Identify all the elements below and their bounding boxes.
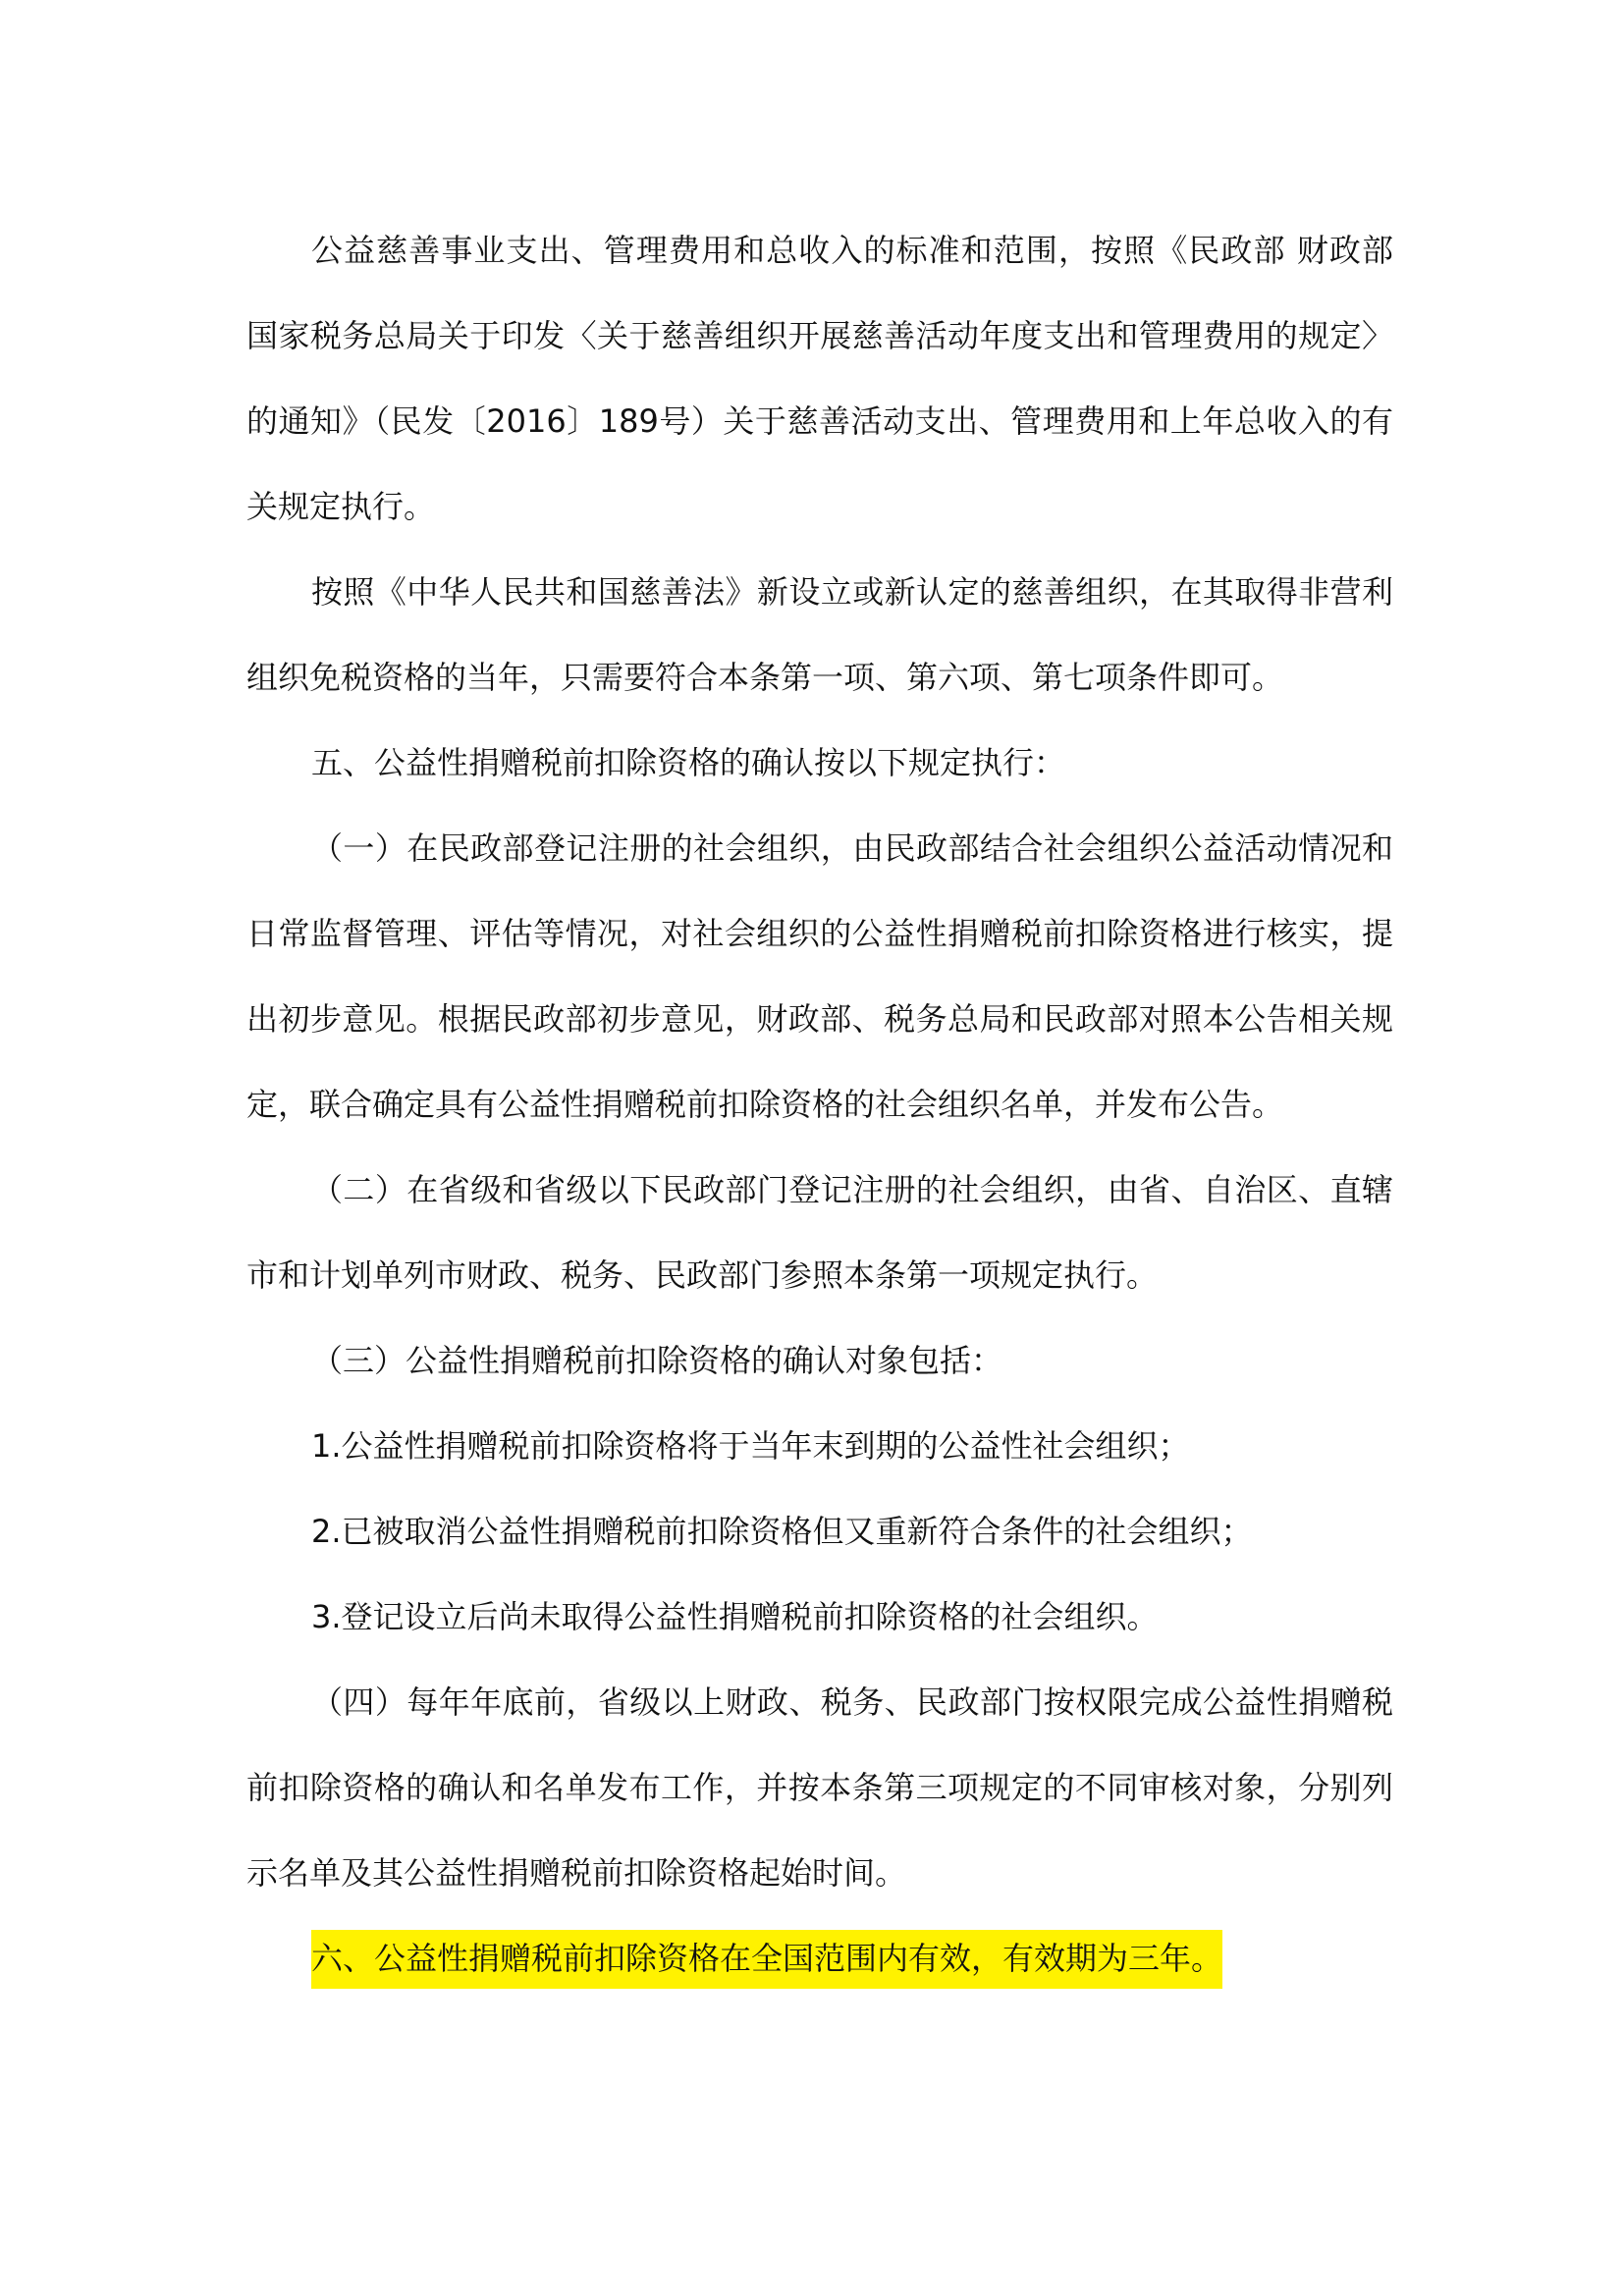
item-three-confirmation-targets: （三）公益性捐赠税前扣除资格的确认对象包括： (311, 1342, 1003, 1379)
section-five-heading: 五、公益性捐赠税前扣除资格的确认按以下规定执行： (311, 744, 1066, 781)
section-six-validity (246, 1916, 1393, 2002)
target-2: 2.已被取消公益性捐赠税前扣除资格但又重新符合条件的社会组织； (311, 1513, 1253, 1550)
paragraph-new-charity-orgs: 按照《中华人民共和国慈善法》新设立或新认定的慈善组织，在其取得非营利组织免税资格的当年，只需要符合本条第一项、第六项、第七项条件即可。 (246, 573, 1393, 696)
paragraph-expense-standards: 公益慈善事业支出、管理费用和总收入的标准和范围，按照《民政部 财政部 国家税务总局关于印发〈关于慈善组织开展慈善活动年度支出和管理费用的规定〉的通知》（民发〔2016〕189号）关于慈善活动支出、管理费用和上年总收入的有关规定执行。 (246, 232, 1393, 525)
item-one-ministry-registered: （一）在民政部登记注册的社会组织，由民政部结合社会组织公益活动情况和日常监督管理、评估等情况，对社会组织的公益性捐赠税前扣除资格进行核实，提出初步意见。根据民政部初步意见，财政部、税务总局和民政部对照本公告相关规定，联合确定具有公益性捐赠税前扣除资格的社会组织名单，并发布公告。 (246, 829, 1393, 1123)
document-body (246, 208, 1393, 2002)
item-two-provincial-registered: （二）在省级和省级以下民政部门登记注册的社会组织，由省、自治区、直辖市和计划单列市财政、税务、民政部门参照本条第一项规定执行。 (246, 1171, 1393, 1294)
target-1: 1.公益性捐赠税前扣除资格将于当年末到期的公益性社会组织； (311, 1427, 1190, 1465)
target-3: 3.登记设立后尚未取得公益性捐赠税前扣除资格的社会组织。 (311, 1598, 1159, 1635)
highlighted-text: 六、公益性捐赠税前扣除资格在全国范围内有效，有效期为三年。 (311, 1930, 1222, 1989)
item-four-year-end-deadline: （四）每年年底前，省级以上财政、税务、民政部门按权限完成公益性捐赠税前扣除资格的确认和名单发布工作，并按本条第三项规定的不同审核对象，分别列示名单及其公益性捐赠税前扣除资格起始时间。 (246, 1683, 1393, 1892)
